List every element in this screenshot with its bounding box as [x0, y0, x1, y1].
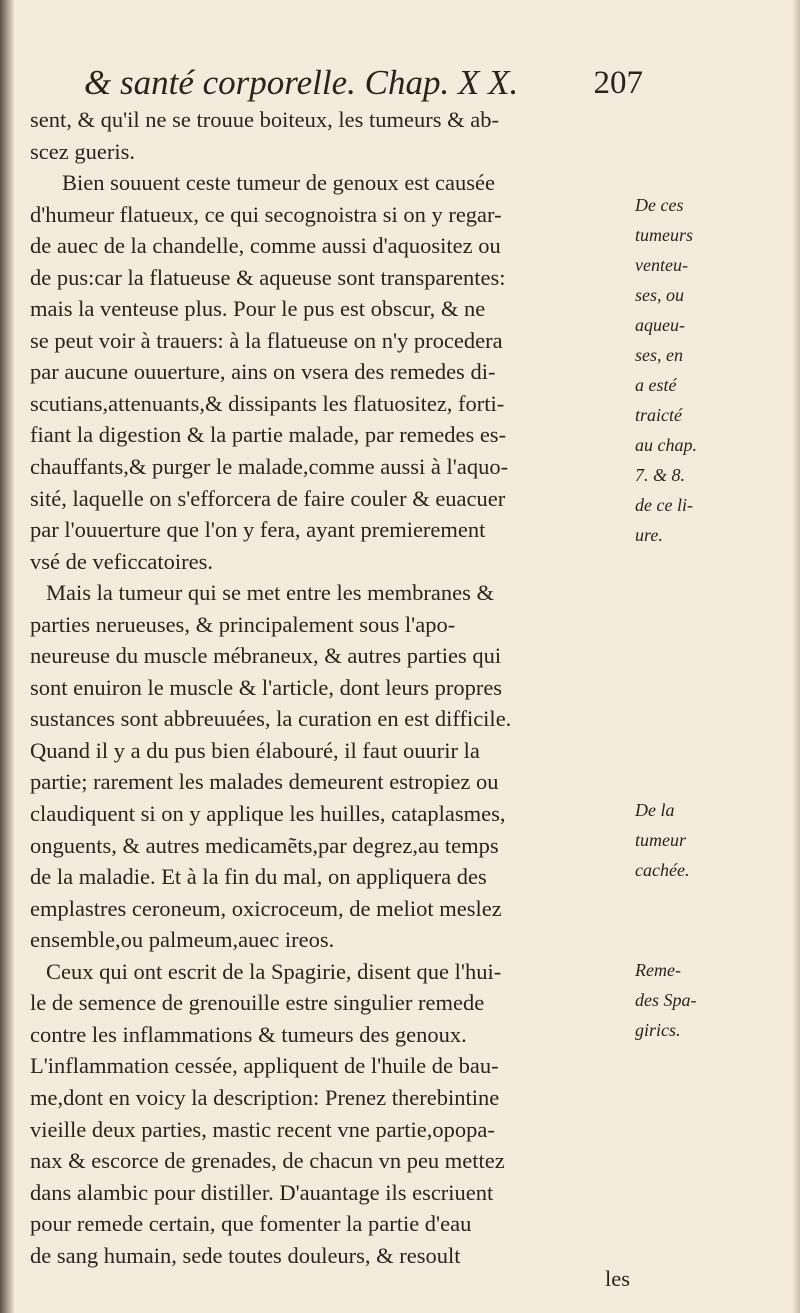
text-line: dans alambic pour distiller. D'auantage ils escriuent [30, 1179, 494, 1205]
text-line: vsé de veficcatoires. [30, 548, 214, 574]
text-line: Quand il y a du pus bien élabouré, il faut ouurir la [30, 737, 480, 763]
margin-note-line: ses, ou [635, 285, 684, 305]
margin-note-line: De la [635, 800, 675, 820]
margin-note-line: traicté [635, 405, 682, 425]
text-line: me,dont en voicy la description: Prenez therebintine [30, 1084, 500, 1110]
margin-note-line: ure. [635, 525, 663, 545]
margin-note-line: venteu- [635, 255, 688, 275]
text-line: Bien souuent ceste tumeur de genoux est causée [62, 170, 495, 196]
text-line: par aucune ouuerture, ains on vsera des remedes di- [30, 359, 496, 385]
margin-note-line: 7. & 8. [635, 465, 686, 485]
text-line: de auec de la chandelle, comme aussi d'aquositez ou [30, 233, 501, 259]
text-line: de sang humain, sede toutes douleurs, & resoult [30, 1242, 461, 1268]
margin-note-line: girics. [635, 1020, 681, 1040]
text-line: partie; rarement les malades demeurent estropiez ou [30, 769, 499, 795]
text-line: Mais la tumeur qui se met entre les membranes & [46, 580, 495, 606]
text-line: neureuse du muscle mébraneux, & autres parties qui [30, 643, 502, 669]
catchword: les [605, 1266, 630, 1291]
margin-note-line: des Spa- [635, 990, 697, 1010]
running-title: & santé corporelle. Chap. X X. [84, 63, 519, 102]
margin-note-line: au chap. [635, 435, 697, 455]
text-line: le de semence de grenouille estre singulier remede [30, 990, 485, 1016]
text-line: par l'ouuerture que l'on y fera, ayant premierement [30, 517, 486, 543]
text-line: onguents, & autres medicamẽts,par degrez,au temps [30, 832, 499, 858]
text-line: L'inflammation cessée, appliquent de l'huile de bau- [30, 1053, 499, 1079]
text-line: contre les inflammations & tumeurs des genoux. [30, 1021, 467, 1047]
margin-note-line: Reme- [635, 960, 681, 980]
margin-note-line: aqueu- [635, 315, 685, 335]
text-line: d'humeur flatueux, ce qui secognoistra si on y regar- [30, 201, 502, 227]
margin-note-remedes-spagirics [635, 955, 745, 1045]
text-line: chauffants,& purger le malade,comme aussi à l'aquo- [30, 454, 509, 480]
text-line: parties nerueuses, & principalement sous l'apo- [30, 611, 456, 637]
text-line: se peut voir à trauers: à la flatueuse on n'y procedera [30, 327, 503, 353]
text-line: scutians,attenuants,& dissipants les flatuositez, forti- [30, 390, 505, 416]
margin-note-line: cachée. [635, 860, 690, 880]
page-number: 207 [593, 65, 643, 101]
text-line: nax & escorce de grenades, de chacun vn peu mettez [30, 1148, 505, 1174]
page-binding-edge [0, 0, 14, 1313]
body-text [30, 104, 630, 1271]
text-line: de la maladie. Et à la fin du mal, on appliquera des [30, 864, 487, 890]
text-line: sont enuiron le muscle & l'articlе, dont leurs propres [30, 674, 503, 700]
text-line: fiant la digestion & la partie malade, par remedes es- [30, 422, 507, 448]
margin-note-line: ses, en [635, 345, 683, 365]
margin-note-line: de ce li- [635, 495, 693, 515]
text-line: sustances sont abbreuuées, la curation en est difficile. [30, 706, 512, 732]
margin-note-line: De ces [635, 195, 684, 215]
text-line: sent, & qu'il ne se trouue boiteux, les tumeurs & ab- [30, 107, 499, 132]
margin-note-tumeurs-venteuses [635, 190, 745, 550]
text-line: Ceux qui ont escrit de la Spagirie, disent que l'hui- [46, 958, 502, 984]
text-line: mais la venteuse plus. Pour le pus est obscur, & ne [30, 296, 486, 322]
text-line: claudiquent si on y applique les huilles, cataplasmes, [30, 801, 506, 827]
text-line: vieille deux parties, mastic recent vne partie,opopa- [30, 1116, 495, 1142]
text-line: pour remede certain, que fomenter la partie d'eau [30, 1211, 472, 1237]
margin-note-line: tumeur [635, 830, 686, 850]
text-line: ensemble,ou palmeum,auec ireos. [30, 927, 335, 953]
text-line: de pus:car la flatueuse & aqueuse sont transparentes: [30, 264, 506, 290]
text-line: sité, laquelle on s'efforcera de faire couler & euacuer [30, 485, 506, 511]
margin-note-line: tumeurs [635, 225, 693, 245]
page-right-edge [792, 0, 800, 1313]
text-line: emplastres ceroneum, oxicroceum, de meliot meslez [30, 895, 502, 921]
margin-note-line: a esté [635, 375, 677, 395]
text-line: scez gueris. [30, 138, 135, 164]
margin-note-tumeur-cachee [635, 795, 745, 885]
